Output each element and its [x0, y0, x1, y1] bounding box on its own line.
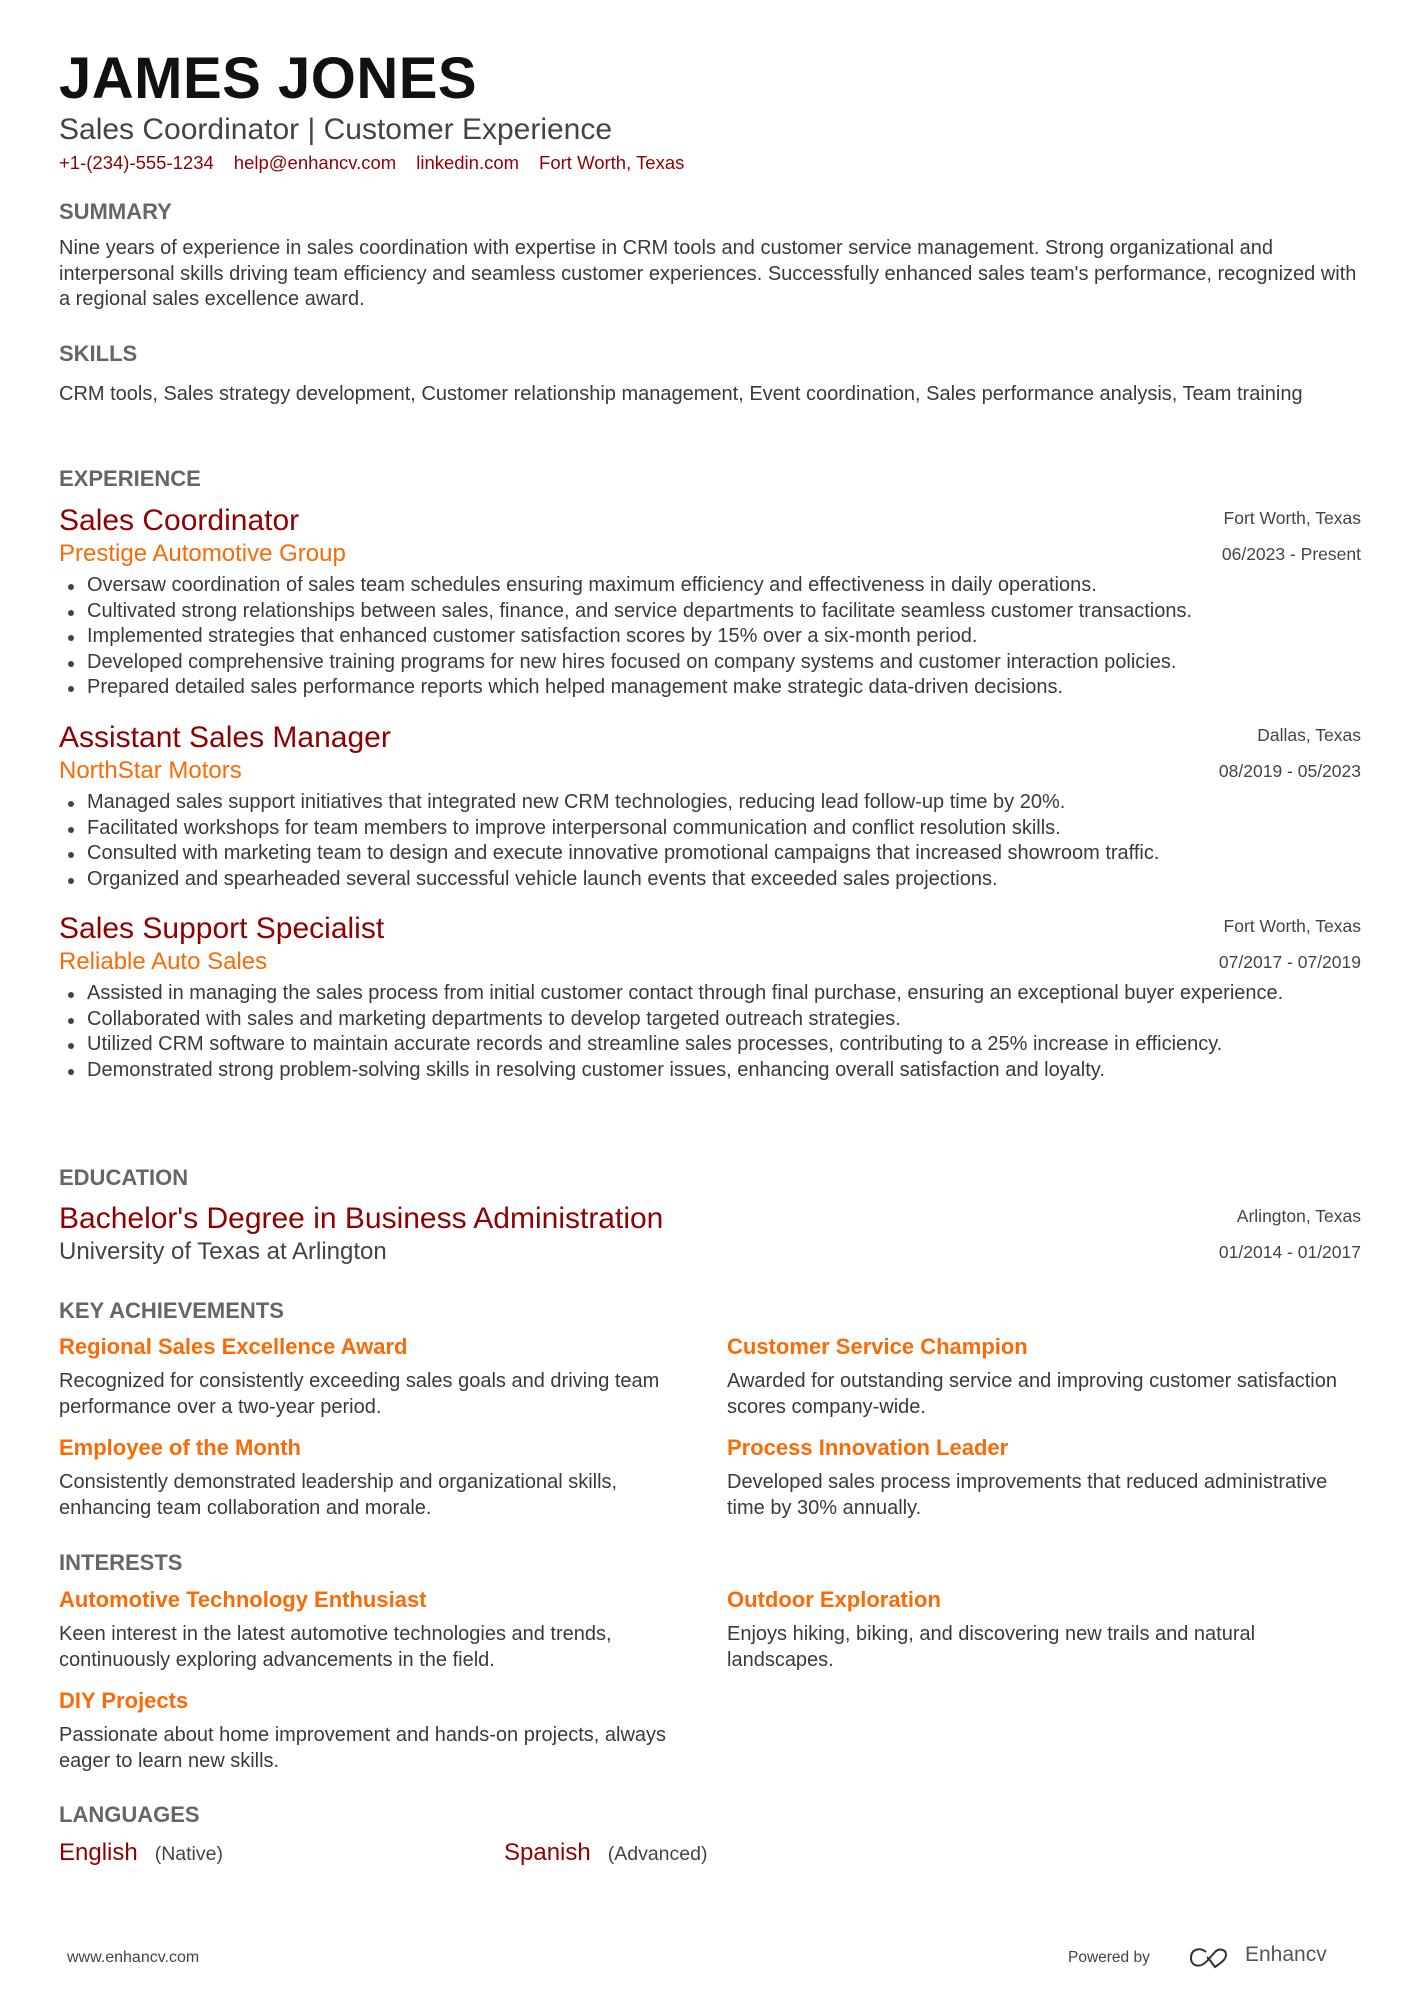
enhancv-logo-icon — [1188, 1946, 1236, 1970]
contact-linkedin[interactable]: linkedin.com — [416, 152, 520, 173]
job-title-block — [59, 503, 346, 570]
achievement-item-text: Recognized for consistently exceeding sales goals and driving team performance over a two-year period. — [59, 1370, 660, 1418]
job-title: Assistant Sales Manager — [59, 721, 391, 754]
job-dates: 06/2023 - Present — [1221, 544, 1361, 564]
skills-text: CRM tools, Sales strategy development, Customer relationship management, Event coordination, Sales performance analysis, Team training — [59, 383, 1303, 405]
skills-heading: SKILLS — [59, 341, 138, 366]
experience-heading: EXPERIENCE — [59, 466, 201, 491]
footer-brand: Enhancv — [1245, 1943, 1327, 1966]
achievement-item — [59, 1334, 727, 1420]
interest-item — [59, 1587, 727, 1673]
achievement-item-title: Regional Sales Excellence Award — [59, 1334, 408, 1359]
bullet-item: Assisted in managing the sales process from initial customer contact through final purchase, ensuring an exceptional buyer experience. — [59, 981, 1361, 1007]
job-title-block — [59, 911, 384, 978]
interest-item-text: Keen interest in the latest automotive technologies and trends, continuously exploring advancements in the field. — [59, 1623, 612, 1671]
achievement-item — [59, 1435, 727, 1521]
footer-powered-by: Powered by — [1068, 1949, 1150, 1966]
candidate-name: JAMES JONES — [59, 46, 478, 111]
interests-heading: INTERESTS — [59, 1550, 183, 1575]
education-location: Arlington, Texas — [1236, 1206, 1361, 1226]
education-dates: 01/2014 - 01/2017 — [1218, 1242, 1361, 1262]
contact-email[interactable]: help@enhancv.com — [233, 152, 397, 173]
job-entry — [59, 911, 1361, 1083]
summary-text: Nine years of experience in sales coordination with expertise in CRM tools and customer service management. Strong organizational and interpersonal skills driving team efficiency and seamless customer experiences. Successfully enhanced sales team's performance, recognized with a regional sales excellence award. — [59, 237, 1357, 311]
job-header — [59, 911, 1361, 978]
job-entry — [59, 720, 1361, 892]
bullet-item: Implemented strategies that enhanced customer satisfaction scores by 15% over a six-month period. — [59, 624, 1361, 650]
bullet-item: Prepared detailed sales performance reports which helped management make strategic data-driven decisions. — [59, 675, 1361, 701]
degree: Bachelor's Degree in Business Administration — [59, 1202, 664, 1235]
candidate-subtitle: Sales Coordinator | Customer Experience — [59, 113, 613, 146]
bullet-item: Consulted with marketing team to design and execute innovative promotional campaigns that increased showroom traffic. — [59, 841, 1361, 867]
job-bullets — [59, 981, 1361, 1083]
job-entry — [59, 503, 1361, 701]
summary-heading: SUMMARY — [59, 199, 172, 224]
contact-phone[interactable]: +1-(234)-555-1234 — [59, 152, 214, 173]
language-name: Spanish — [504, 1839, 591, 1866]
bullet-item: Cultivated strong relationships between sales, finance, and service departments to facilitate seamless customer transactions. — [59, 599, 1361, 625]
achievement-item — [727, 1334, 1361, 1420]
job-title: Sales Support Specialist — [59, 912, 385, 945]
bullet-item: Collaborated with sales and marketing departments to develop targeted outreach strategies. — [59, 1007, 1361, 1033]
achievement-item-title: Employee of the Month — [59, 1435, 301, 1461]
achievement-item-text: Consistently demonstrated leadership and organizational skills, enhancing team collaboration and morale. — [59, 1471, 618, 1519]
achievement-item — [727, 1435, 1361, 1521]
school: University of Texas at Arlington — [59, 1238, 387, 1265]
job-bullets — [59, 790, 1361, 892]
language-name: English — [59, 1839, 138, 1866]
interest-item-text: Passionate about home improvement and hands-on projects, always eager to learn new skills. — [59, 1724, 667, 1772]
bullet-item: Utilized CRM software to maintain accurate records and streamline sales processes, contributing to a 25% increase in efficiency. — [59, 1032, 1361, 1058]
resume-header — [59, 46, 1361, 175]
interest-item-title: Automotive Technology Enthusiast — [59, 1587, 427, 1612]
company-name: Reliable Auto Sales — [59, 948, 268, 975]
job-title: Sales Coordinator — [59, 504, 300, 537]
language-level: (Advanced) — [607, 1843, 708, 1865]
interest-item-title: DIY Projects — [59, 1688, 189, 1714]
job-location: Dallas, Texas — [1257, 725, 1361, 745]
company-name: NorthStar Motors — [59, 757, 242, 784]
job-header — [59, 720, 1361, 787]
bullet-item: Organized and spearheaded several successful vehicle launch events that exceeded sales projections. — [59, 867, 1361, 893]
bullet-item: Developed comprehensive training programs for new hires focused on company systems and customer interaction policies. — [59, 650, 1361, 676]
job-header — [59, 503, 1361, 570]
education-entry — [59, 1201, 1361, 1268]
bullet-item: Managed sales support initiatives that integrated new CRM technologies, reducing lead follow-up time by 20%. — [59, 790, 1361, 816]
footer-website[interactable]: www.enhancv.com — [67, 1949, 200, 1966]
achievement-item-text: Developed sales process improvements that reduced administrative time by 30% annually. — [727, 1471, 1328, 1519]
interest-item — [59, 1688, 727, 1774]
job-bullets — [59, 573, 1361, 701]
job-meta — [1219, 720, 1361, 787]
job-dates: 07/2017 - 07/2019 — [1218, 952, 1361, 972]
interest-item — [727, 1587, 1361, 1673]
achievement-item-title: Process Innovation Leader — [727, 1435, 1009, 1461]
languages-heading: LANGUAGES — [59, 1802, 200, 1827]
job-title-block — [59, 720, 391, 787]
achievements-heading: KEY ACHIEVEMENTS — [59, 1298, 284, 1323]
achievement-item-title: Customer Service Champion — [727, 1334, 1028, 1359]
bullet-item: Oversaw coordination of sales team schedules ensuring maximum efficiency and effectiveness in daily operations. — [59, 573, 1361, 599]
job-meta — [1222, 503, 1361, 570]
bullet-item: Facilitated workshops for team members to improve interpersonal communication and conflict resolution skills. — [59, 816, 1361, 842]
interest-item-text: Enjoys hiking, biking, and discovering new trails and natural landscapes. — [727, 1623, 1256, 1671]
contact-location: Fort Worth, Texas — [539, 152, 685, 173]
language-item — [59, 1838, 504, 1868]
achievements-grid — [59, 1334, 1361, 1536]
interest-item-title: Outdoor Exploration — [727, 1587, 941, 1612]
contact-list — [59, 151, 1361, 175]
job-meta — [1219, 911, 1361, 978]
job-dates: 08/2019 - 05/2023 — [1218, 761, 1361, 781]
language-level: (Native) — [154, 1843, 223, 1865]
language-item — [504, 1838, 707, 1868]
achievement-item-text: Awarded for outstanding service and improving customer satisfaction scores company-wide. — [727, 1370, 1337, 1418]
languages-list — [59, 1838, 1361, 1868]
job-location: Fort Worth, Texas — [1223, 916, 1361, 936]
job-location: Fort Worth, Texas — [1223, 508, 1361, 528]
company-name: Prestige Automotive Group — [59, 540, 346, 567]
education-heading: EDUCATION — [59, 1165, 189, 1190]
bullet-item: Demonstrated strong problem-solving skills in resolving customer issues, enhancing overall satisfaction and loyalty. — [59, 1058, 1361, 1084]
interests-grid — [59, 1587, 1361, 1789]
